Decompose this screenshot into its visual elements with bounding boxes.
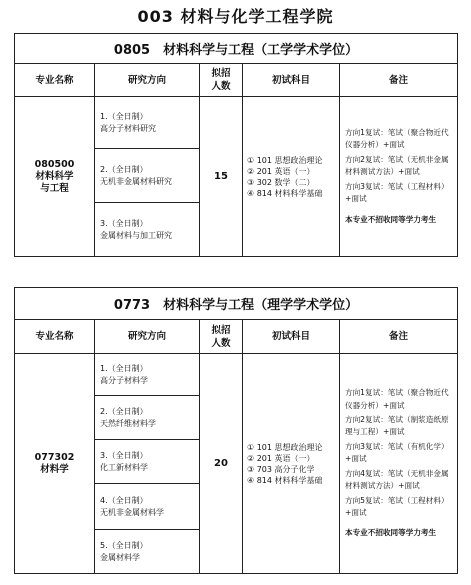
major-cell (15, 97, 95, 257)
col-header-direction: 研究方向 (95, 320, 200, 354)
direction-mode: 2.（全日制） (100, 406, 148, 416)
direction-cell (95, 530, 200, 574)
note-line: 方向5复试：笔试（工程材料）+面试 (345, 495, 449, 517)
direction-name: 天然纤维材料学 (100, 418, 156, 428)
direction-cell (95, 396, 200, 440)
direction-mode: 3.（全日制） (100, 218, 148, 228)
direction-name: 金属材料与加工研究 (100, 230, 172, 240)
table-title: 0805 材料科学与工程（工学学术学位） (15, 34, 458, 64)
notes-cell (340, 354, 458, 574)
direction-name: 无机非金属材料研究 (100, 176, 172, 186)
direction-mode: 5.（全日制） (100, 540, 148, 550)
col-header-direction: 研究方向 (95, 64, 200, 97)
notes-final: 本专业不招收同等学力考生 (345, 214, 437, 224)
major-code: 077302 (34, 451, 75, 463)
note-line: 方向1复试：笔试（聚合物近代仪器分析）+面试 (345, 128, 449, 150)
quota-cell: 20 (200, 354, 243, 574)
col-header-quota: 拟招 人数 (200, 64, 243, 97)
col-header-quota: 拟招 人数 (200, 320, 243, 354)
col-header-notes: 备注 (340, 64, 458, 97)
page-title: 003 材料与化学工程学院 (137, 7, 334, 26)
direction-mode: 3.（全日制） (100, 450, 148, 460)
col-header-exam: 初试科目 (243, 320, 340, 354)
direction-mode: 4.（全日制） (100, 495, 148, 505)
notes-cell (340, 97, 458, 257)
direction-cell (95, 440, 200, 484)
major-cell (15, 354, 95, 574)
exam-subject: ① 101 思想政治理论 (247, 442, 323, 452)
major-name: 材料科学 与工程 (35, 170, 74, 194)
program-table-0773 (14, 287, 458, 574)
table-title: 0773 材料科学与工程（理学学术学位） (15, 288, 458, 320)
quota-cell: 15 (200, 97, 243, 257)
note-line: 方向2复试：笔试（无机非金属材料测试方法）+面试 (345, 154, 449, 177)
direction-mode: 1.（全日制） (100, 363, 148, 373)
major-name: 材料学 (40, 463, 69, 475)
direction-mode: 1.（全日制） (100, 111, 148, 121)
note-line: 方向4复试：笔试（无机非金属材料测试方法）+面试 (345, 468, 449, 491)
exam-subject: ② 201 英语（一） (247, 166, 315, 176)
exam-subject: ④ 814 材料科学基础 (247, 475, 323, 485)
direction-cell (95, 149, 200, 203)
exam-subject: ① 101 思想政治理论 (247, 155, 323, 165)
col-header-notes: 备注 (340, 320, 458, 354)
exam-subjects-cell (243, 354, 340, 574)
col-header-major: 专业名称 (15, 320, 95, 354)
note-line: 方向2复试：笔试（制浆造纸原理与工程）+面试 (345, 415, 449, 437)
note-line: 方向1复试：笔试（聚合物近代仪器分析）+面试 (345, 388, 449, 410)
major-code: 080500 (34, 158, 75, 170)
exam-subject: ③ 302 数学（二） (247, 177, 315, 187)
note-line: 方向3复试：笔试（工程材料）+面试 (345, 181, 449, 204)
direction-cell (95, 203, 200, 257)
direction-name: 化工新材料学 (100, 462, 148, 472)
direction-cell (95, 97, 200, 149)
program-table-0805 (14, 33, 458, 257)
col-header-exam: 初试科目 (243, 64, 340, 97)
direction-name: 高分子材料研究 (100, 123, 156, 133)
exam-subjects-cell (243, 97, 340, 257)
direction-cell (95, 484, 200, 530)
direction-name: 金属材料学 (100, 552, 140, 562)
direction-mode: 2.（全日制） (100, 164, 148, 174)
col-header-major: 专业名称 (15, 64, 95, 97)
direction-name: 无机非金属材料学 (100, 507, 164, 517)
exam-subject: ④ 814 材料科学基础 (247, 188, 323, 198)
note-line: 方向3复试：笔试（有机化学）+面试 (345, 441, 449, 464)
exam-subject: ③ 703 高分子化学 (247, 464, 315, 474)
direction-cell (95, 354, 200, 396)
notes-final: 本专业不招收同等学力考生 (345, 528, 437, 538)
direction-name: 高分子材料学 (100, 375, 148, 385)
exam-subject: ② 201 英语（一） (247, 453, 315, 463)
